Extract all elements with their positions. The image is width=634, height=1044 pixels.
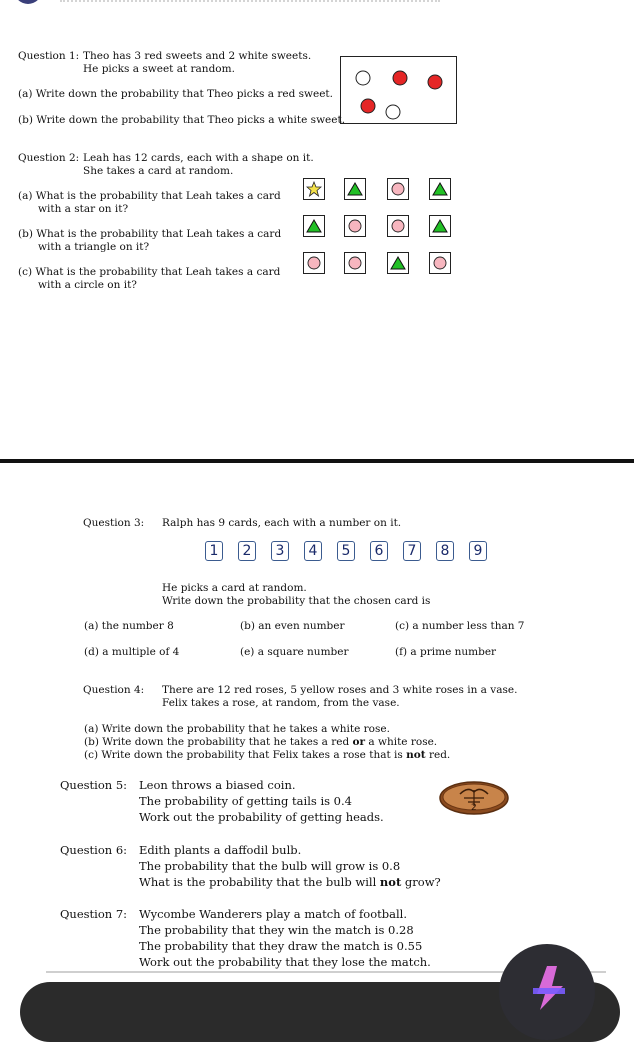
header-fragment-line [60, 0, 440, 4]
logo-fragment [14, 0, 42, 4]
number-card: 6 [370, 541, 388, 561]
q3-part-c: (c) a number less than 7 [395, 620, 525, 632]
shape-card-circle [344, 215, 366, 237]
star-icon [306, 181, 322, 197]
q5-line1: Leon throws a biased coin. [139, 778, 296, 792]
shape-card-circle [429, 252, 451, 274]
sweet-white [386, 105, 400, 119]
shape-card-circle [387, 178, 409, 200]
sweet-white [356, 71, 370, 85]
q4-line2: Felix takes a rose, at random, from the vase. [162, 697, 400, 709]
q2-number: Question 2: [18, 152, 80, 164]
number-card: 4 [304, 541, 322, 561]
coin-label: 2 [471, 803, 477, 813]
q5-number: Question 5: [60, 778, 128, 792]
q3-part-b: (b) an even number [240, 620, 345, 632]
app-logo-icon [499, 944, 595, 1040]
q1-part-a: (a) Write down the probability that Theo picks a red sweet. [18, 88, 333, 100]
triangle-icon [390, 255, 406, 271]
q4-number: Question 4: [83, 684, 145, 696]
q3-line2: Write down the probability that the chosen card is [162, 595, 431, 607]
q2-part-c-line1: (c) What is the probability that Leah takes a card [18, 266, 281, 278]
q6-line1: Edith plants a daffodil bulb. [139, 843, 302, 857]
q7-line1: Wycombe Wanderers play a match of football. [139, 907, 407, 921]
number-card: 5 [337, 541, 355, 561]
sweets-diagram [341, 57, 458, 125]
q2-part-a-line2: with a star on it? [38, 203, 129, 215]
shape-card-circle [303, 252, 325, 274]
sweet-red [393, 71, 407, 85]
shape-card-circle [387, 215, 409, 237]
q3-part-f: (f) a prime number [395, 646, 497, 658]
q4-part-b: (b) Write down the probability that he takes a red or a white rose. [84, 736, 438, 748]
q1-part-b: (b) Write down the probability that Theo picks a white sweet. [18, 114, 346, 126]
number-card: 2 [238, 541, 256, 561]
number-card: 1 [205, 541, 223, 561]
q3-number: Question 3: [83, 517, 145, 529]
q7-line4: Work out the probability that they lose the match. [139, 955, 431, 969]
shape-card-triangle [387, 252, 409, 274]
shape-card-circle [344, 252, 366, 274]
circle-icon [390, 181, 406, 197]
number-card: 8 [436, 541, 454, 561]
q6-line3: What is the probability that the bulb will not grow? [139, 875, 441, 889]
q6-number: Question 6: [60, 843, 128, 857]
sweet-red [428, 75, 442, 89]
q2-part-b-line1: (b) What is the probability that Leah takes a card [18, 228, 282, 240]
q2-part-a-line1: (a) What is the probability that Leah takes a card [18, 190, 281, 202]
q6-line2: The probability that the bulb will grow is 0.8 [139, 859, 401, 873]
circle-icon [390, 218, 406, 234]
shape-card-triangle [429, 178, 451, 200]
circle-icon [306, 255, 322, 271]
q3-part-a: (a) the number 8 [84, 620, 174, 632]
triangle-icon [306, 218, 322, 234]
triangle-icon [432, 218, 448, 234]
q5-line3: Work out the probability of getting heads. [139, 810, 384, 824]
q7-line3: The probability that they draw the match is 0.55 [139, 939, 423, 953]
q2-part-c-line2: with a circle on it? [38, 279, 137, 291]
q7-number: Question 7: [60, 907, 128, 921]
circle-icon [432, 255, 448, 271]
coin-icon [438, 780, 510, 816]
floating-app-button[interactable] [499, 944, 595, 1040]
q7-line2: The probability that they win the match is 0.28 [139, 923, 414, 937]
q3-line1: He picks a card at random. [162, 582, 307, 594]
triangle-icon [347, 181, 363, 197]
number-card: 3 [271, 541, 289, 561]
shape-card-triangle [429, 215, 451, 237]
shape-card-triangle [344, 178, 366, 200]
q2-line1: Leah has 12 cards, each with a shape on it. [83, 152, 314, 164]
section-divider [0, 459, 634, 463]
q1-line1: Theo has 3 red sweets and 2 white sweets. [83, 50, 312, 62]
circle-icon [347, 255, 363, 271]
shape-card-grid [303, 178, 455, 278]
q3-part-e: (e) a square number [240, 646, 349, 658]
number-cards [205, 540, 495, 562]
shape-card-star [303, 178, 325, 200]
number-card: 9 [469, 541, 487, 561]
sweet-red [361, 99, 375, 113]
circle-icon [347, 218, 363, 234]
shape-card-triangle [303, 215, 325, 237]
q3-part-d: (d) a multiple of 4 [84, 646, 180, 658]
q5-line2: The probability of getting tails is 0.4 [139, 794, 352, 808]
number-card: 7 [403, 541, 421, 561]
q1-number: Question 1: [18, 50, 80, 62]
q4-line1: There are 12 red roses, 5 yellow roses and 3 white roses in a vase. [162, 684, 518, 696]
q4-part-a: (a) Write down the probability that he takes a white rose. [84, 723, 390, 735]
q4-part-c: (c) Write down the probability that Felix takes a rose that is not red. [84, 749, 451, 761]
q2-part-b-line2: with a triangle on it? [38, 241, 150, 253]
triangle-icon [432, 181, 448, 197]
sweets-box [340, 56, 457, 124]
coin-image [438, 780, 510, 816]
q1-line2: He picks a sweet at random. [83, 63, 235, 75]
q2-line2: She takes a card at random. [83, 165, 234, 177]
q3-intro: Ralph has 9 cards, each with a number on it. [162, 517, 402, 529]
